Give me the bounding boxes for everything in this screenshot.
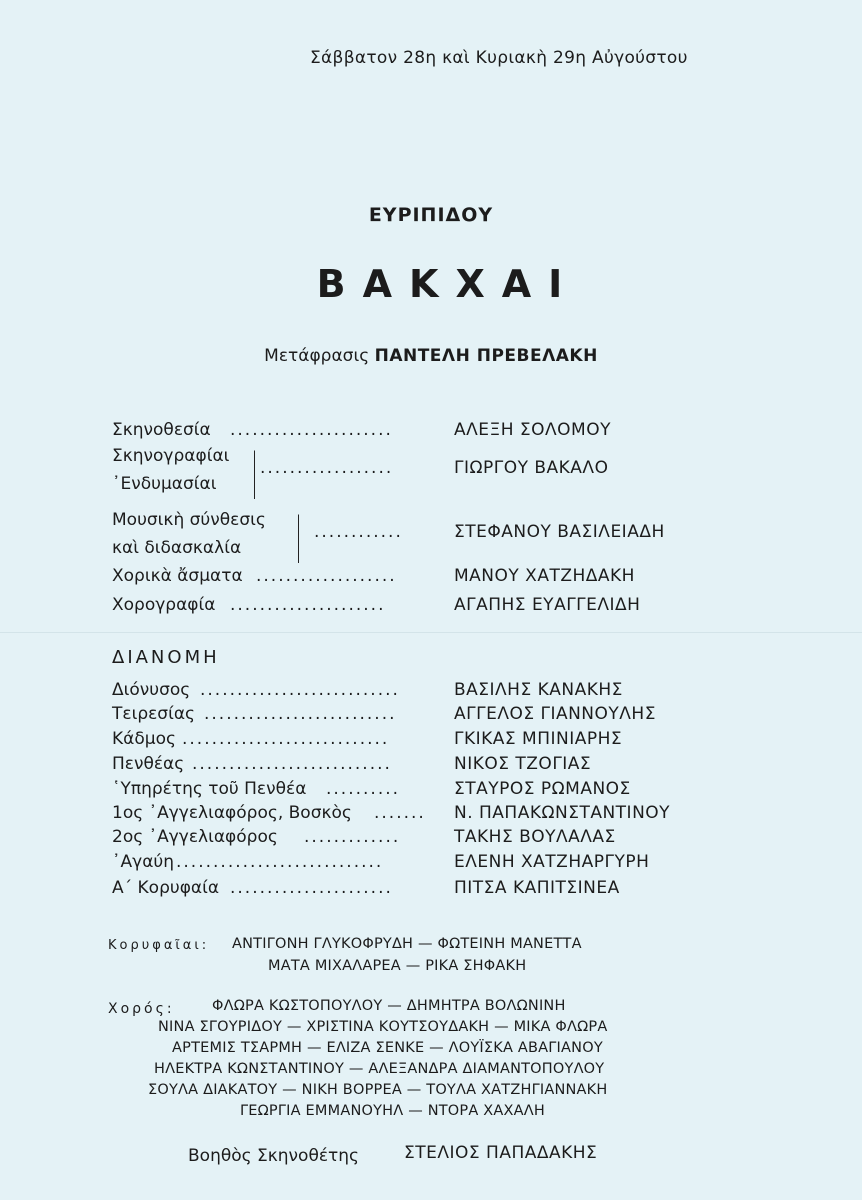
cast-row (112, 680, 702, 704)
role-name: Κάδμος (112, 729, 176, 749)
chorus-line: ΝΙΝΑ ΣΓΟΥΡΙΔΟΥ — ΧΡΙΣΤΙΝΑ ΚΟΥΤΣΟΥΔΑΚΗ — ΜΙΚΑ ΦΛΩΡΑ (158, 1019, 608, 1035)
leader-dots: ................... (256, 566, 397, 586)
cast-row (112, 827, 702, 851)
leader-dots: ..................... (230, 595, 386, 615)
role-name: 2ος ᾿Αγγελιαφόρος (112, 827, 278, 847)
chorus-leaders-label: Κορυφαῖαι: (108, 938, 210, 953)
credit-row-choreography (112, 595, 692, 619)
credit-row-music (112, 510, 712, 566)
leader-dots: ...................... (230, 878, 393, 898)
leader-dots: ............................ (176, 852, 384, 872)
chorus-line: ΣΟΥΛΑ ΔΙΑΚΑΤΟΥ — ΝΙΚΗ ΒΟΡΡΕΑ — ΤΟΥΛΑ ΧΑΤΖΗΓΙΑΝΝΑΚΗ (148, 1082, 608, 1098)
leader-dots: ............. (304, 827, 401, 847)
leader-dots: ............ (314, 522, 403, 542)
play-title: ΒΑΚΧΑΙ (316, 262, 580, 306)
leader-dots: .......................... (204, 704, 397, 724)
paper-fold-line (0, 632, 862, 633)
credit-value: ΓΙΩΡΓΟΥ ΒΑΚΑΛΟ (454, 458, 609, 478)
cast-row (112, 729, 702, 753)
role-name: Διόνυσος (112, 680, 191, 700)
cast-row (112, 704, 702, 728)
actor-name: Ν. ΠΑΠΑΚΩΝΣΤΑΝΤΙΝΟΥ (454, 803, 671, 823)
cast-row (112, 878, 702, 902)
chorus-line: ΓΕΩΡΓΙΑ ΕΜΜΑΝΟΥΗΛ — ΝΤΟΡΑ ΧΑΧΑΛΗ (240, 1103, 546, 1119)
chorus-line: ΗΛΕΚΤΡΑ ΚΩΝΣΤΑΝΤΙΝΟΥ — ΑΛΕΞΑΝΔΡΑ ΔΙΑΜΑΝΤΟΠΟΥΛΟΥ (154, 1061, 605, 1077)
role-name: ᾿Αγαύη (112, 852, 175, 872)
brace-bracket (292, 514, 299, 563)
leader-dots: ...................... (230, 420, 393, 440)
leader-dots: .......... (326, 779, 401, 799)
translation-prefix: Μετάφρασις (264, 346, 370, 366)
credit-value: ΑΛΕΞΗ ΣΟΛΟΜΟΥ (454, 420, 611, 440)
credit-label: Μουσικὴ σύνθεσις (112, 510, 266, 530)
actor-name: ΕΛΕΝΗ ΧΑΤΖΗΑΡΓΥΡΗ (454, 852, 650, 872)
leader-dots: ........................... (200, 680, 400, 700)
credit-value: ΑΓΑΠΗΣ ΕΥΑΓΓΕΛΙΔΗ (454, 595, 641, 615)
actor-name: ΒΑΣΙΛΗΣ ΚΑΝΑΚΗΣ (454, 680, 623, 700)
actor-name: ΤΑΚΗΣ ΒΟΥΛΑΛΑΣ (454, 827, 616, 847)
credit-value: ΣΤΕΦΑΝΟΥ ΒΑΣΙΛΕΙΑΔΗ (454, 522, 665, 542)
actor-name: ΑΓΓΕΛΟΣ ΓΙΑΝΝΟΥΛΗΣ (454, 704, 656, 724)
credit-label: Σκηνογραφίαι (112, 446, 230, 466)
role-name: 1ος ᾿Αγγελιαφόρος, Βοσκὸς (112, 803, 352, 823)
actor-name: ΣΤΑΥΡΟΣ ΡΩΜΑΝΟΣ (454, 779, 631, 799)
actor-name: ΓΚΙΚΑΣ ΜΠΙΝΙΑΡΗΣ (454, 729, 623, 749)
brace-bracket (248, 450, 255, 499)
translator-name: ΠΑΝΤΕΛΗ ΠΡΕΒΕΛΑΚΗ (374, 346, 598, 366)
leader-dots: .................. (260, 458, 394, 478)
credit-label: Χορικὰ ἄσματα (112, 566, 243, 586)
chorus-line: ΦΛΩΡΑ ΚΩΣΤΟΠΟΥΛΟΥ — ΔΗΜΗΤΡΑ ΒΟΛΩΝΙΝΗ (212, 998, 566, 1014)
role-name: Τειρεσίας (112, 704, 196, 724)
leader-dots: ....... (374, 803, 426, 823)
cast-row (112, 779, 702, 803)
credit-label-second: ᾿Ενδυμασίαι (112, 474, 217, 494)
credit-label-second: καὶ διδασκαλία (112, 538, 242, 558)
credit-row-direction (112, 420, 672, 444)
chorus-leaders-line: ΑΝΤΙΓΟΝΗ ΓΛΥΚΟΦΡΥΔΗ — ΦΩΤΕΙΝΗ ΜΑΝΕΤΤΑ (232, 936, 582, 952)
chorus-label: Χορός: (108, 1001, 175, 1017)
credit-label: Σκηνοθεσία (112, 420, 211, 440)
cast-row (112, 852, 702, 876)
leader-dots: ........................... (192, 754, 392, 774)
role-name: ῾Υπηρέτης τοῦ Πενθέα (112, 779, 307, 799)
assistant-director-label: Βοηθὸς Σκηνοθέτης (188, 1146, 360, 1166)
author-name: ΕΥΡΙΠΙΔΟΥ (368, 204, 494, 226)
role-name: Α΄ Κορυφαία (112, 878, 220, 898)
actor-name: ΝΙΚΟΣ ΤΖΟΓΙΑΣ (454, 754, 592, 774)
role-name: Πενθέας (112, 754, 185, 774)
chorus-leaders-line: ΜΑΤΑ ΜΙΧΑΛΑΡΕΑ — ΡΙΚΑ ΣΗΦΑΚΗ (268, 958, 527, 974)
translation-credit (0, 346, 862, 366)
leader-dots: ............................ (182, 729, 390, 749)
credit-row-sets-costumes (112, 446, 672, 502)
actor-name: ΠΙΤΣΑ ΚΑΠΙΤΣΙΝΕΑ (454, 878, 620, 898)
cast-row (112, 754, 702, 778)
chorus-line: ΑΡΤΕΜΙΣ ΤΣΑΡΜΗ — ΕΛΙΖΑ ΣΕΝΚΕ — ΛΟΥΪΣΚΑ ΑΒΑΓΙΑΝΟΥ (172, 1040, 603, 1056)
cast-heading: ΔΙΑΝΟΜΗ (112, 647, 220, 668)
cast-row (112, 803, 732, 827)
performance-dates: Σάββατον 28η καὶ Κυριακὴ 29η Αὐγούστου (310, 48, 688, 68)
credit-value: ΜΑΝΟΥ ΧΑΤΖΗΔΑΚΗ (454, 566, 635, 586)
credit-label: Χορογραφία (112, 595, 216, 615)
credit-row-choral-songs (112, 566, 692, 590)
assistant-director-name: ΣΤΕΛΙΟΣ ΠΑΠΑΔΑΚΗΣ (404, 1143, 598, 1163)
